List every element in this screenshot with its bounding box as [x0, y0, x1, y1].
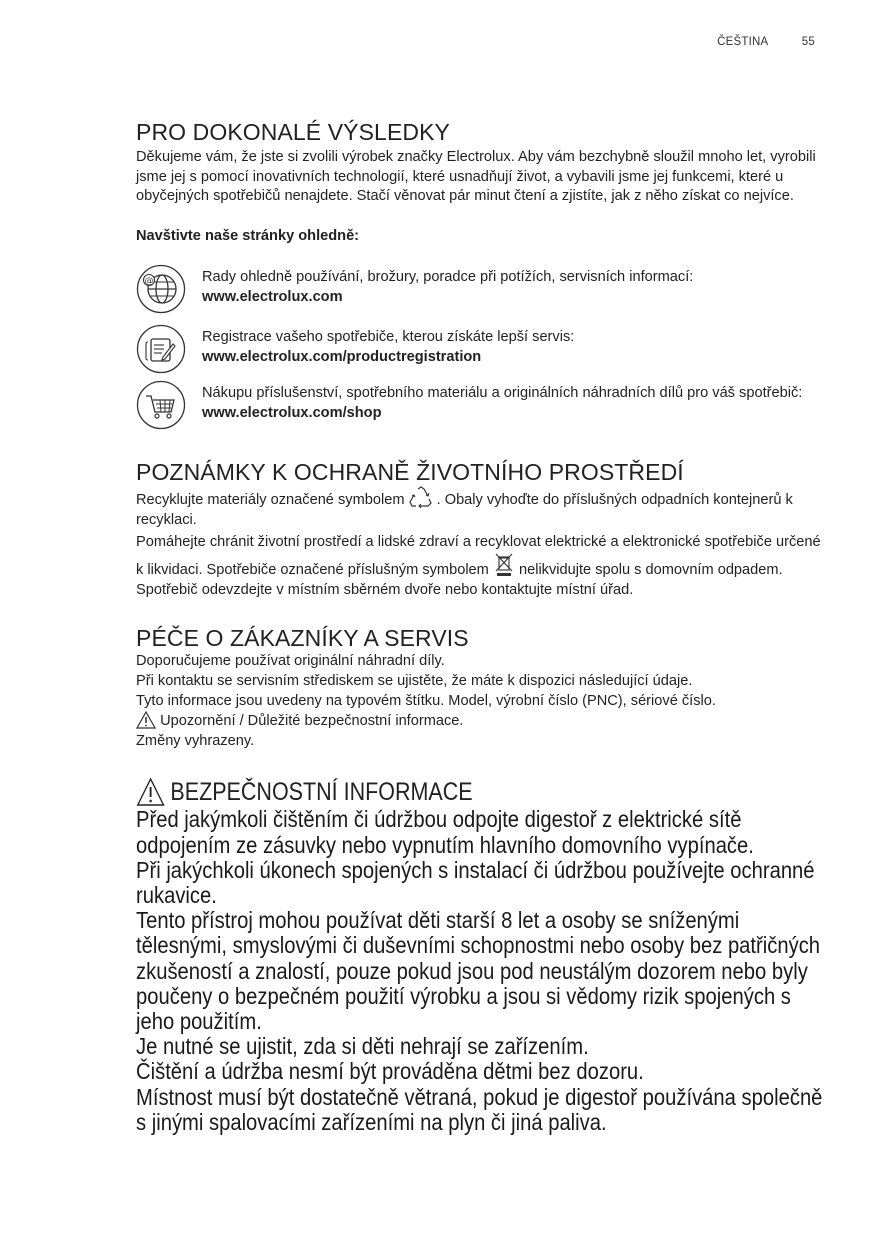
contact-text [202, 380, 802, 423]
visit-label: Navštivte naše stránky ohledně: [136, 227, 360, 244]
contact-url[interactable]: www.electrolux.com [202, 288, 343, 305]
contact-item [136, 380, 826, 432]
contact-description: Rady ohledně používání, brožury, poradce při potížích, servisních informací: [202, 269, 694, 286]
contact-description: Registrace vašeho spotřebiče, kterou získáte lepší servis: [202, 329, 575, 346]
language-label: ČEŠTINA [717, 36, 769, 48]
safety-paragraph: Místnost musí být dostatečně větraná, pokud je digestoř používána společně s jinými spalovacími zařízeními na plyn či jiná paliva. [136, 1083, 823, 1135]
contact-item [136, 324, 826, 376]
recycle-text-end: . Obaly vyhoďte do příslušných odpadních kontejnerů k recyklaci. [136, 492, 793, 528]
contact-text [202, 264, 693, 307]
section-title: PRO DOKONALÉ VÝSLEDKY [136, 119, 450, 145]
care-line: Tyto informace jsou uvedeny na typovém štítku. Model, výrobní číslo (PNC), sériové číslo. [136, 692, 716, 709]
safety-paragraph: Je nutné se ujistit, zda si děti nehrají se zařízením. [136, 1033, 589, 1060]
contact-item [136, 264, 826, 316]
page-content [136, 118, 826, 1135]
safety-paragraph: Čištění a údržba nesmí být prováděna dětmi bez dozoru. [136, 1058, 644, 1085]
section-customer-care [136, 624, 826, 751]
safety-paragraph: Tento přístroj mohou používat děti starší 8 let a osoby se sníženými tělesnými, smyslovými či duševními schopnostmi nebo osoby bez patřičných zkušeností a znalostí, pouze pokud jsou pod neustálým dozorem nebo byly poučeny o bezpečném použití výrobku a jsou si vědomy rizik spojených s jeho použitím. [136, 907, 821, 1034]
safety-title [136, 777, 729, 807]
section-safety [136, 777, 826, 1135]
shopping-cart-icon [136, 380, 188, 432]
safety-paragraph: Před jakýmkoli čištěním či údržbou odpojte digestoř z elektrické sítě odpojením ze zásuvky nebo vypnutím hlavního domovního vypínače. [136, 806, 754, 858]
section-title: PÉČE O ZÁKAZNÍKY A SERVIS [136, 625, 469, 652]
care-line: Doporučujeme používat originální náhradní díly. [136, 653, 445, 670]
weee-paragraph [136, 533, 826, 601]
page-number: 55 [801, 36, 815, 48]
section-environment [136, 458, 826, 600]
recycle-icon [409, 486, 433, 508]
globe-icon [136, 264, 188, 316]
safety-title-text: BEZPEČNOSTNÍ INFORMACE [170, 778, 473, 807]
weee-text-start: Pomáhejte chránit životní prostředí a lidské zdraví a recyklovat elektrické a elektronické spotřebiče určené k likvidaci. Spotřebiče označené příslušným symbolem [136, 533, 821, 579]
warning-icon [136, 711, 156, 729]
warning-text: Upozornění / Důležité bezpečnostní informace. [160, 713, 464, 730]
section-title: POZNÁMKY K OCHRANĚ ŽIVOTNÍHO PROSTŘEDÍ [136, 459, 684, 486]
warning-icon [136, 777, 165, 807]
intro-paragraph: Děkujeme vám, že jste si zvolili výrobek značky Electrolux. Aby vám bezchybně sloužil mnoho let, vyrobili jsme jej s pomocí inovativních technologií, které usnadňují život, a vybavili jsme jej funkcemi, které u obyčejných spotřebičů nenajdete. Stačí věnovat pár minut čtení a zjistíte, jak z něho získat co nejvíce. [136, 149, 816, 205]
safety-paragraph: Při jakýchkoli úkonech spojených s instalací či údržbou používejte ochranné rukavice. [136, 856, 815, 908]
warning-line [136, 711, 826, 732]
page-header [717, 36, 815, 48]
care-line: Při kontaktu se servisním střediskem se ujistěte, že máte k dispozici následující údaje. [136, 672, 693, 689]
contact-url[interactable]: www.electrolux.com/productregistration [202, 348, 482, 365]
changes-reserved: Změny vyhrazeny. [136, 732, 255, 749]
section-results [136, 118, 826, 432]
contact-url[interactable]: www.electrolux.com/shop [202, 404, 382, 421]
recycle-text-start: Recyklujte materiály označené symbolem [136, 492, 405, 509]
weee-text-end: nelikvidujte spolu s domovním odpadem. Spotřebič odevzdejte v místním sběrném dvoře nebo kontaktujte místní úřad. [136, 562, 783, 598]
crossed-bin-icon [493, 552, 515, 578]
contact-description: Nákupu příslušenství, spotřebního materiálu a originálních náhradních dílů pro váš spotřebič: [202, 385, 803, 402]
contact-text [202, 324, 574, 367]
svg-text:@: @ [144, 276, 154, 287]
registration-icon [136, 324, 188, 376]
recycle-paragraph [136, 486, 826, 530]
